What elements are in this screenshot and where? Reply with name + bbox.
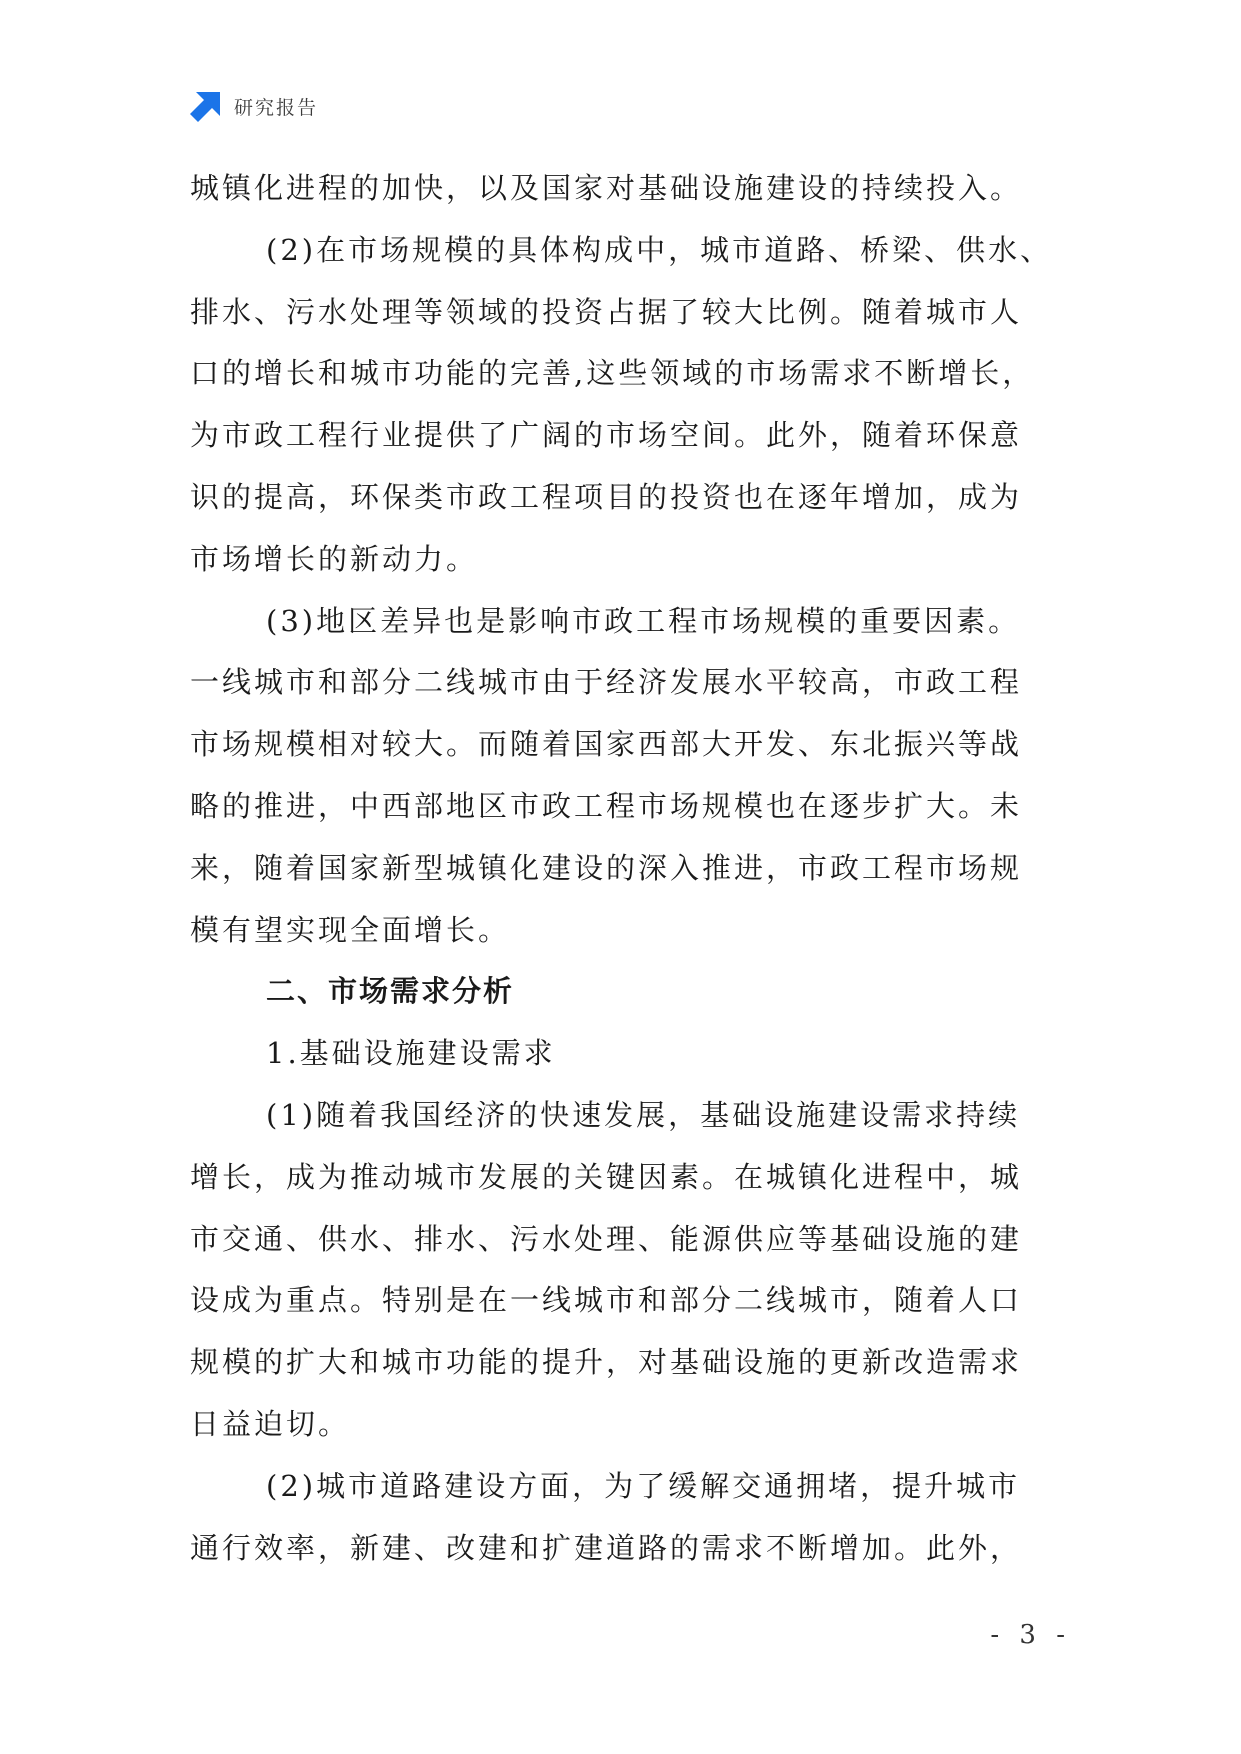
text-line: 为市政工程行业提供了广阔的市场空间。此外，随着环保意 (190, 418, 1023, 453)
text-line: 城镇化进程的加快，以及国家对基础设施建设的持续投入。 (190, 171, 1023, 205)
text-line: (3)地区差异也是影响市政工程市场规模的重要因素。 (266, 603, 1021, 638)
text-line: 一线城市和部分二线城市由于经济发展水平较高，市政工程 (190, 665, 1023, 700)
text-line: 识的提高，环保类市政工程项目的投资也在逐年增加，成为 (190, 479, 1023, 514)
text-line: 市场增长的新动力。 (190, 541, 479, 576)
text-line: 排水、污水处理等领域的投资占据了较大比例。随着城市人 (190, 294, 1023, 329)
text-line: 模有望实现全面增长。 (190, 912, 511, 947)
header-title: 研究报告 (234, 96, 319, 119)
text-line: 口的增长和城市功能的完善,这些领域的市场需求不断增长， (190, 356, 1035, 391)
text-line: (2)在市场规模的具体构成中，城市道路、桥梁、供水、 (266, 232, 1053, 267)
text-line: 日益迫切。 (190, 1406, 351, 1441)
text-line: 通行效率，新建、改建和扩建道路的需求不断增加。此外， (190, 1530, 1023, 1565)
text-line: 增长，成为推动城市发展的关键因素。在城镇化进程中，城 (190, 1159, 1023, 1194)
page-header (190, 88, 318, 124)
arrow-up-right-icon (190, 90, 222, 122)
text-line: 设成为重点。特别是在一线城市和部分二线城市，随着人口 (190, 1283, 1023, 1318)
body-text (190, 158, 1070, 1579)
text-line: 略的推进，中西部地区市政工程市场规模也在逐步扩大。未 (190, 788, 1023, 823)
page-number: - 3 - (990, 1620, 1071, 1650)
text-line: 市交通、供水、排水、污水处理、能源供应等基础设施的建 (190, 1221, 1023, 1256)
text-line: 来，随着国家新型城镇化建设的深入推进，市政工程市场规 (190, 850, 1023, 885)
text-line: (1)随着我国经济的快速发展，基础设施建设需求持续 (266, 1097, 1021, 1132)
subsection-heading: 1.基础设施建设需求 (266, 1036, 556, 1071)
text-line: 市场规模相对较大。而随着国家西部大开发、东北振兴等战 (190, 727, 1023, 762)
text-line: 规模的扩大和城市功能的提升，对基础设施的更新改造需求 (190, 1345, 1023, 1380)
text-line: (2)城市道路建设方面，为了缓解交通拥堵，提升城市 (266, 1468, 1021, 1503)
section-heading: 二、市场需求分析 (266, 974, 515, 1009)
